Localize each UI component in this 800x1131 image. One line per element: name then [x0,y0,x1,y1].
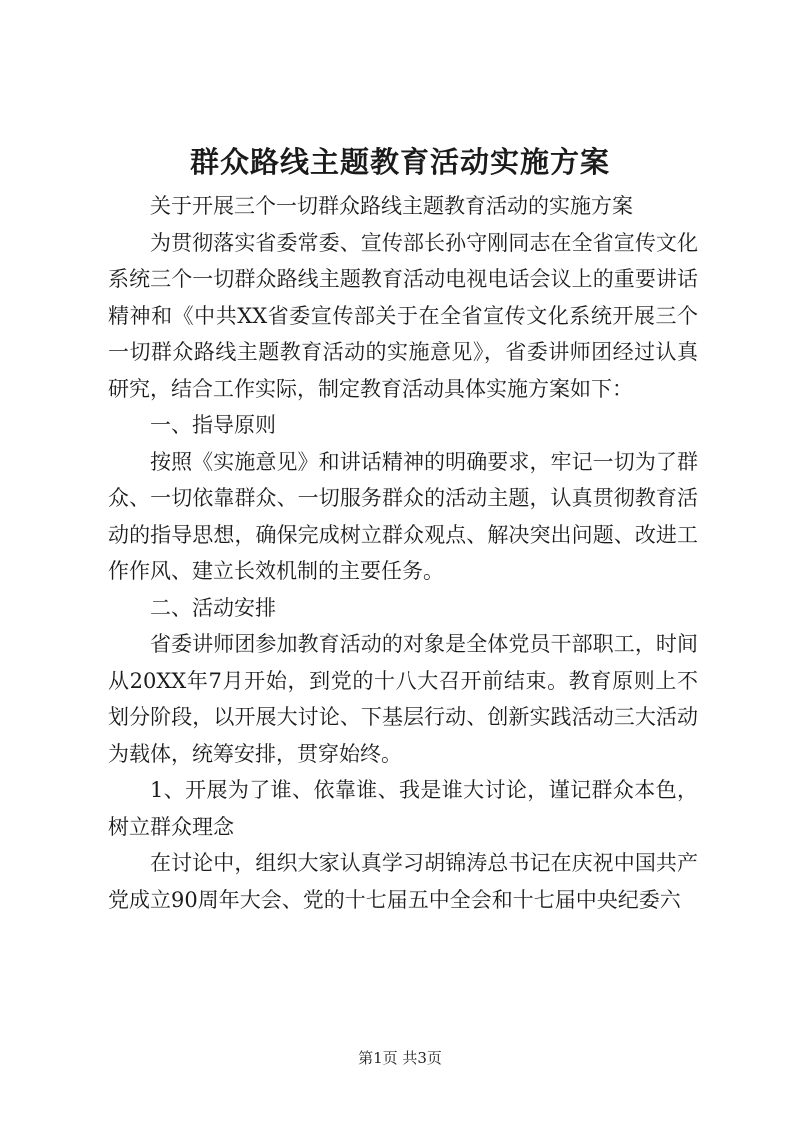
page-number-footer: 第1页 共3页 [358,1049,442,1067]
subsection-heading-discussion: 1、开展为了谁、依靠谁、我是谁大讨论，谨记群众本色，树立群众理念 [108,778,698,839]
document-title: 群众路线主题教育活动实施方案 [189,145,610,179]
paragraph-subtitle: 关于开展三个一切群众路线主题教育活动的实施方案 [150,194,633,218]
paragraph-activity-arrangement: 省委讲师团参加教育活动的对象是全体党员干部职工，时间从20XX年7月开始，到党的十八大召开前结束。教育原则上不划分阶段，以开展大讨论、下基层行动、创新实践活动三大活动为载体，统筹安排，贯穿始终。 [108,632,698,766]
section-heading-activity-arrangement: 二、活动安排 [150,595,276,620]
paragraph-intro: 为贯彻落实省委常委、宣传部长孙守刚同志在全省宣传文化系统三个一切群众路线主题教育活动电视电话会议上的重要讲话精神和《中共XX省委宣传部关于在全省宣传文化系统开展三个一切群众路线主题教育活动的实施意见》，省委讲师团经过认真研究，结合工作实际，制定教育活动具体实施方案如下： [108,230,698,401]
paragraph-guiding-principles: 按照《实施意见》和讲话精神的明确要求，牢记一切为了群众、一切依靠群众、一切服务群众的活动主题，认真贯彻教育活动的指导思想，确保完成树立群众观点、解决突出问题、改进工作作风、建立长效机制的主要任务。 [108,449,698,583]
document-body [108,188,698,918]
paragraph-discussion: 在讨论中，组织大家认真学习胡锦涛总书记在庆祝中国共产党成立90周年大会、党的十七届五中全会和十七届中央纪委六 [108,851,698,912]
section-heading-guiding-principles: 一、指导原则 [150,413,276,437]
